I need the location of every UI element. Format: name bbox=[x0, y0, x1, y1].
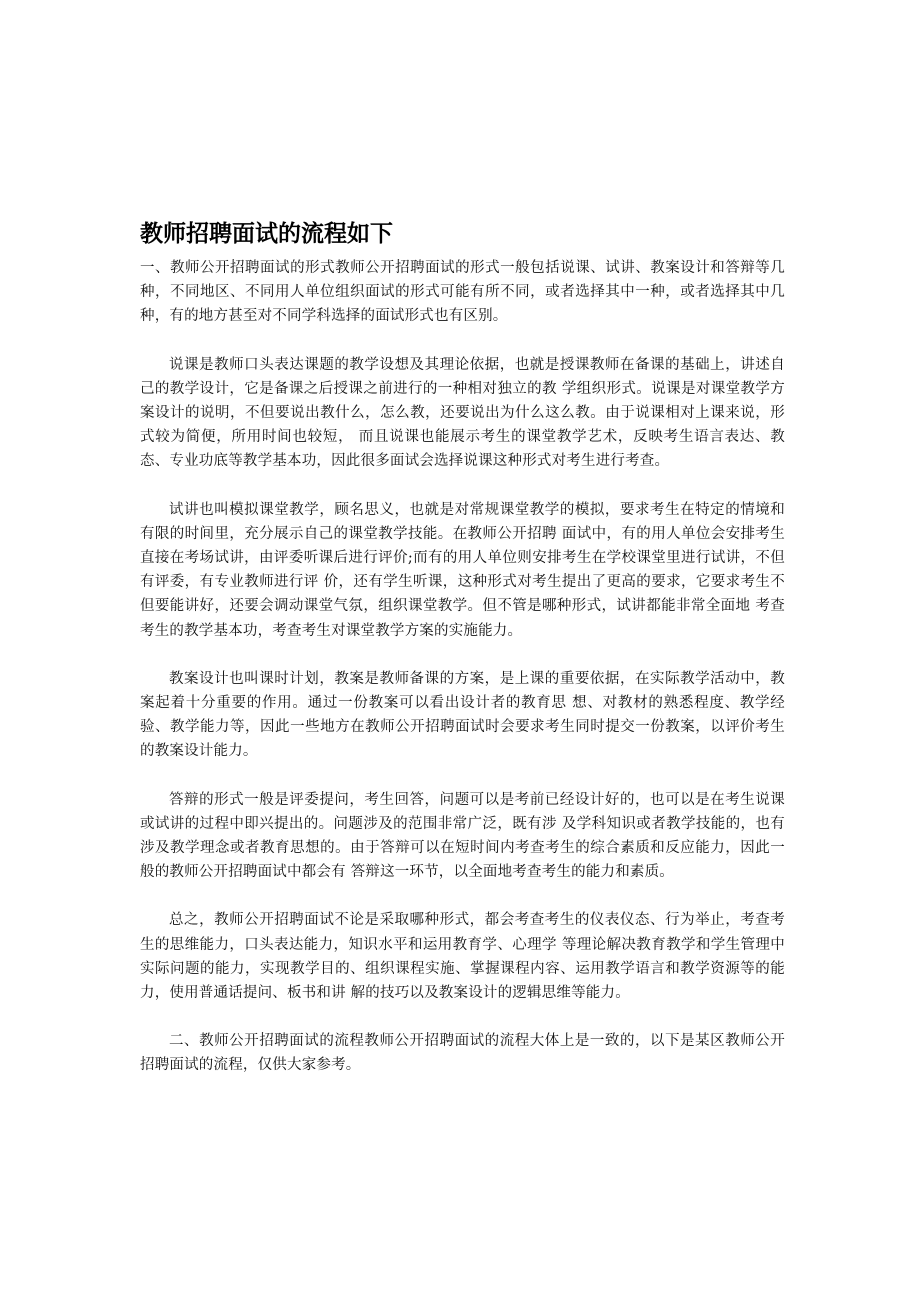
paragraph-shijiang: 试讲也叫模拟课堂教学，顾名思义，也就是对常规课堂教学的模拟，要求考生在特定的情境和有限的时间里，充分展示自己的课堂教学技能。在教师公开招聘 面试中，有的用人单位会安排考生直接在考场试讲，由评委听课后进行评价;而有的用人单位则安排考生在学校课堂里进行试讲，不但有评委，有专业教师进行评 价，还有学生听课，这种形式对考生提出了更高的要求，它要求考生不但要能讲好，还要会调动课堂气氛，组织课堂教学。但不管是哪种形式，试讲都能非常全面地 考查考生的教学基本功，考查考生对课堂教学方案的实施能力。 bbox=[140, 501, 785, 639]
paragraph-shuoke: 说课是教师口头表达课题的教学设想及其理论依据，也就是授课教师在备课的基础上，讲述自己的教学设计，它是备课之后授课之前进行的一种相对独立的教 学组织形式。说课是对课堂教学方案设计的说明，不但要说出教什么，怎么教，还要说出为什么这么教。由于说课相对上课来说，形式较为简便，所用时间也较短， 而且说课也能展示考生的课堂教学艺术，反映考生语言表达、教态、专业功底等教学基本功，因此很多面试会选择说课这种形式对考生进行考查。 bbox=[140, 356, 785, 470]
paragraph-jiaoan: 教案设计也叫课时计划，教案是教师备课的方案，是上课的重要依据，在实际教学活动中，教案起着十分重要的作用。通过一份教案可以看出设计者的教育思 想、对教材的熟悉程度、教学经验、教学能力等，因此一些地方在教师公开招聘面试时会要求考生同时提交一份教案，以评价考生的教案设计能力。 bbox=[140, 670, 785, 760]
paragraph-process: 二、教师公开招聘面试的流程教师公开招聘面试的流程大体上是一致的，以下是某区教师公开招聘面试的流程，仅供大家参考。 bbox=[140, 1033, 785, 1074]
paragraph-dabian: 答辩的形式一般是评委提问，考生回答，问题可以是考前已经设计好的，也可以是在考生说课或试讲的过程中即兴提出的。问题涉及的范围非常广泛，既有涉 及学科知识或者教学技能的，也有涉及教学理念或者教育思想的。由于答辩可以在短时间内考查考生的综合素质和反应能力，因此一般的教师公开招聘面试中都会有 答辩这一环节，以全面地考查考生的能力和素质。 bbox=[140, 791, 785, 881]
document-title: 教师招聘面试的流程如下 bbox=[140, 221, 393, 247]
document-page bbox=[140, 218, 785, 1102]
paragraph-summary: 总之，教师公开招聘面试不论是采取哪种形式，都会考查考生的仪表仪态、行为举止，考查考生的思维能力，口头表达能力，知识水平和运用教育学、心理学 等理论解决教育教学和学生管理中实际问题的能力，实现教学目的、组织课程实施、掌握课程内容、运用教学语言和教学资源等的能力，使用普通话提问、板书和讲 解的技巧以及教案设计的逻辑思维等能力。 bbox=[140, 912, 785, 1002]
paragraph-interview-forms: 一、教师公开招聘面试的形式教师公开招聘面试的形式一般包括说课、试讲、教案设计和答辩等几种，不同地区、不同用人单位组织面试的形式可能有所不同，或者选择其中一种，或者选择其中几种，有的地方甚至对不同学科选择的面试形式也有区别。 bbox=[140, 260, 785, 325]
